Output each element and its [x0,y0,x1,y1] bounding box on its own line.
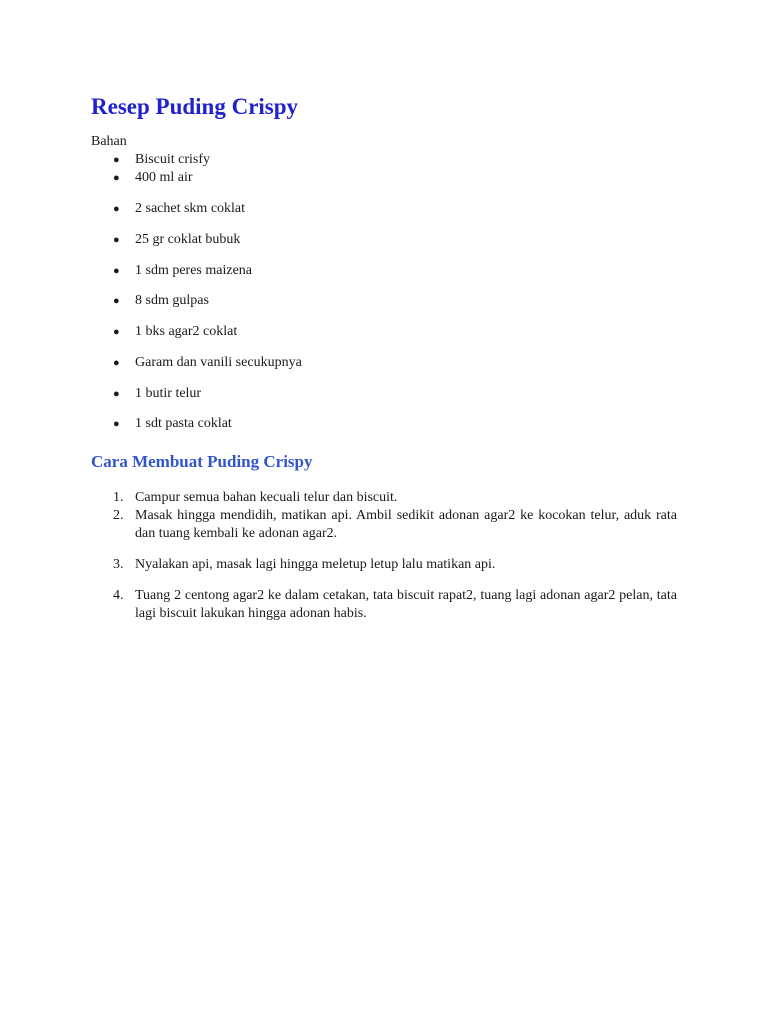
ingredients-label: Bahan [91,134,127,149]
list-item [113,556,677,574]
ingredient-text: 2 sachet skm coklat [135,201,246,216]
bullet-icon: ● [113,295,120,307]
ingredient-text: Biscuit crisfy [135,152,211,167]
step-text: Nyalakan api, masak lagi hingga meletup letup lalu matikan api. [135,557,496,572]
step-number: 3. [113,557,124,572]
bullet-icon: ● [113,326,120,338]
bullet-icon: ● [113,203,120,215]
ingredient-text: 8 sdm gulpas [135,293,209,308]
bullet-icon: ● [113,265,120,277]
list-item [113,587,677,623]
ingredient-text: 1 sdm peres maizena [135,263,253,278]
step-number: 1. [113,490,124,505]
bullet-icon: ● [113,418,120,430]
bullet-icon: ● [113,388,120,400]
ingredient-text: 1 sdt pasta coklat [135,416,232,431]
step-text: Campur semua bahan kecuali telur dan biscuit. [135,490,398,505]
list-item [113,489,677,507]
ingredient-text: 400 ml air [135,170,193,185]
bullet-icon: ● [113,234,120,246]
step-number: 4. [113,588,124,603]
step-number: 2. [113,508,124,523]
step-text: Masak hingga mendidih, matikan api. Ambil sedikit adonan agar2 ke kocokan telur, aduk rata dan tuang kembali ke adonan agar2. [135,508,677,541]
ingredient-text: Garam dan vanili secukupnya [135,355,302,370]
bullet-icon: ● [113,154,120,166]
bullet-icon: ● [113,357,120,369]
ingredient-text: 1 butir telur [135,386,202,401]
step-text: Tuang 2 centong agar2 ke dalam cetakan, tata biscuit rapat2, tuang lagi adonan agar2 pelan, tata lagi biscuit lakukan hingga adonan habis. [135,588,677,621]
bullet-icon: ● [113,172,120,184]
ingredient-text: 1 bks agar2 coklat [135,324,238,339]
recipe-title: Resep Puding Crispy [91,94,299,119]
list-item [113,507,677,543]
ingredient-text: 25 gr coklat bubuk [135,232,241,247]
steps-title: Cara Membuat Puding Crispy [91,452,313,471]
